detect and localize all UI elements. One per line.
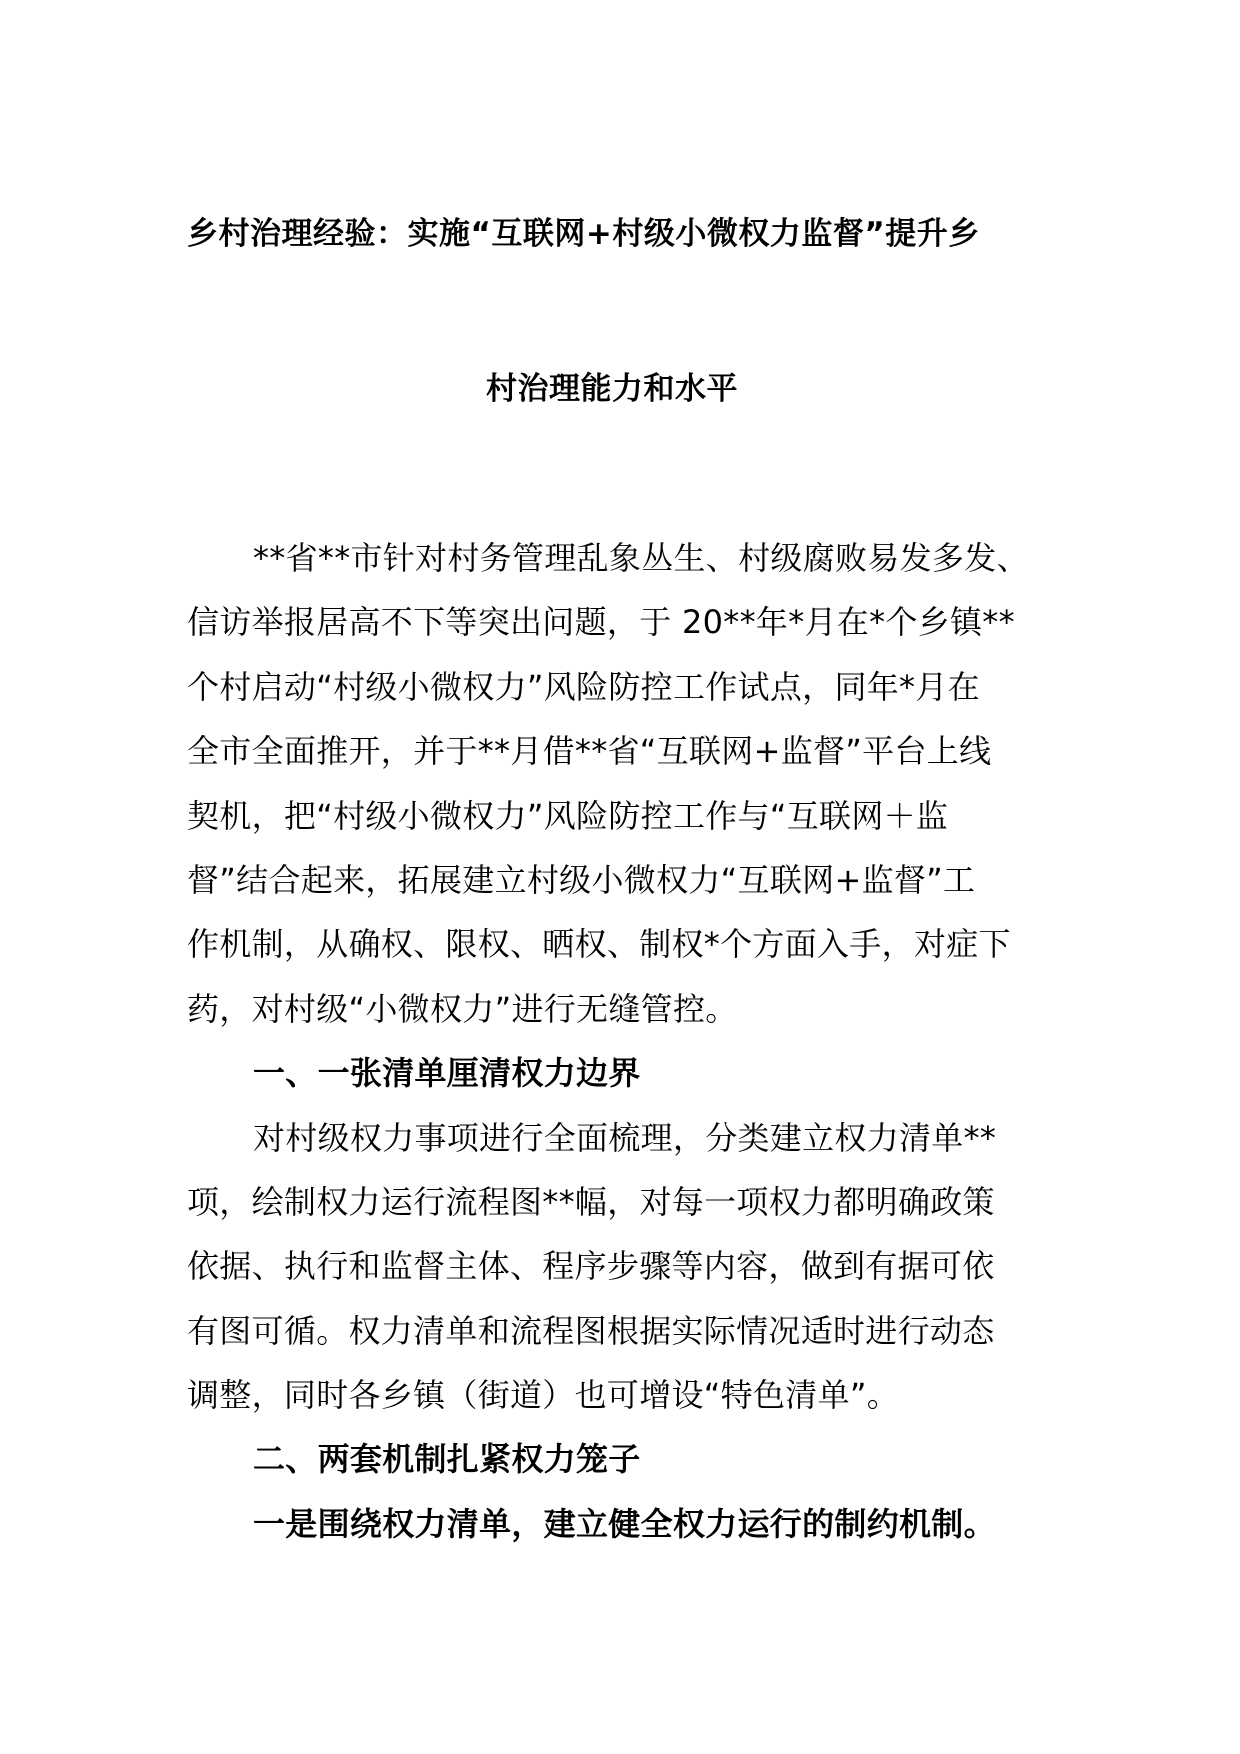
section-1-paragraph-line: 对村级权力事项进行全面梳理，分类建立权力清单**: [253, 1118, 997, 1157]
section-1-paragraph-line: 调整，同时各乡镇（街道）也可增设“特色清单”。: [187, 1376, 900, 1415]
section-1-paragraph-line: 依据、执行和监督主体、程序步骤等内容，做到有据可依: [187, 1247, 995, 1286]
intro-paragraph-line: 全市全面推开，并于**月借**省“互联网+监督”平台上线: [187, 732, 992, 771]
document-title-line-2: 村治理能力和水平: [486, 371, 738, 407]
intro-paragraph-line: 督”结合起来，拓展建立村级小微权力“互联网+监督”工: [187, 860, 976, 899]
intro-paragraph-line: 作机制，从确权、限权、晒权、制权*个方面入手，对症下: [187, 925, 1011, 964]
section-1-heading: 一、一张清单厘清权力边界: [253, 1054, 641, 1093]
intro-paragraph-line: 契机，把“村级小微权力”风险防控工作与“互联网＋监: [187, 796, 949, 835]
section-1-paragraph-line: 有图可循。权力清单和流程图根据实际情况适时进行动态: [187, 1311, 995, 1350]
section-2-heading: 二、两套机制扎紧权力笼子: [253, 1440, 641, 1479]
intro-paragraph-line: **省**市针对村务管理乱象丛生、村级腐败易发多发、: [253, 539, 1029, 577]
intro-paragraph-line: 信访举报居高不下等突出问题，于 20**年*月在*个乡镇**: [187, 603, 1015, 642]
section-2-sub-heading: 一是围绕权力清单，建立健全权力运行的制约机制。: [253, 1504, 996, 1543]
intro-paragraph-line: 个村启动“村级小微权力”风险防控工作试点，同年*月在: [187, 667, 980, 706]
intro-paragraph-line: 药，对村级“小微权力”进行无缝管控。: [187, 989, 738, 1028]
document-body: [187, 526, 1067, 1556]
section-1-paragraph-line: 项，绘制权力运行流程图**幅，对每一项权力都明确政策: [187, 1182, 995, 1221]
document-title-line-1: 乡村治理经验：实施“互联网+村级小微权力监督”提升乡: [187, 216, 980, 252]
